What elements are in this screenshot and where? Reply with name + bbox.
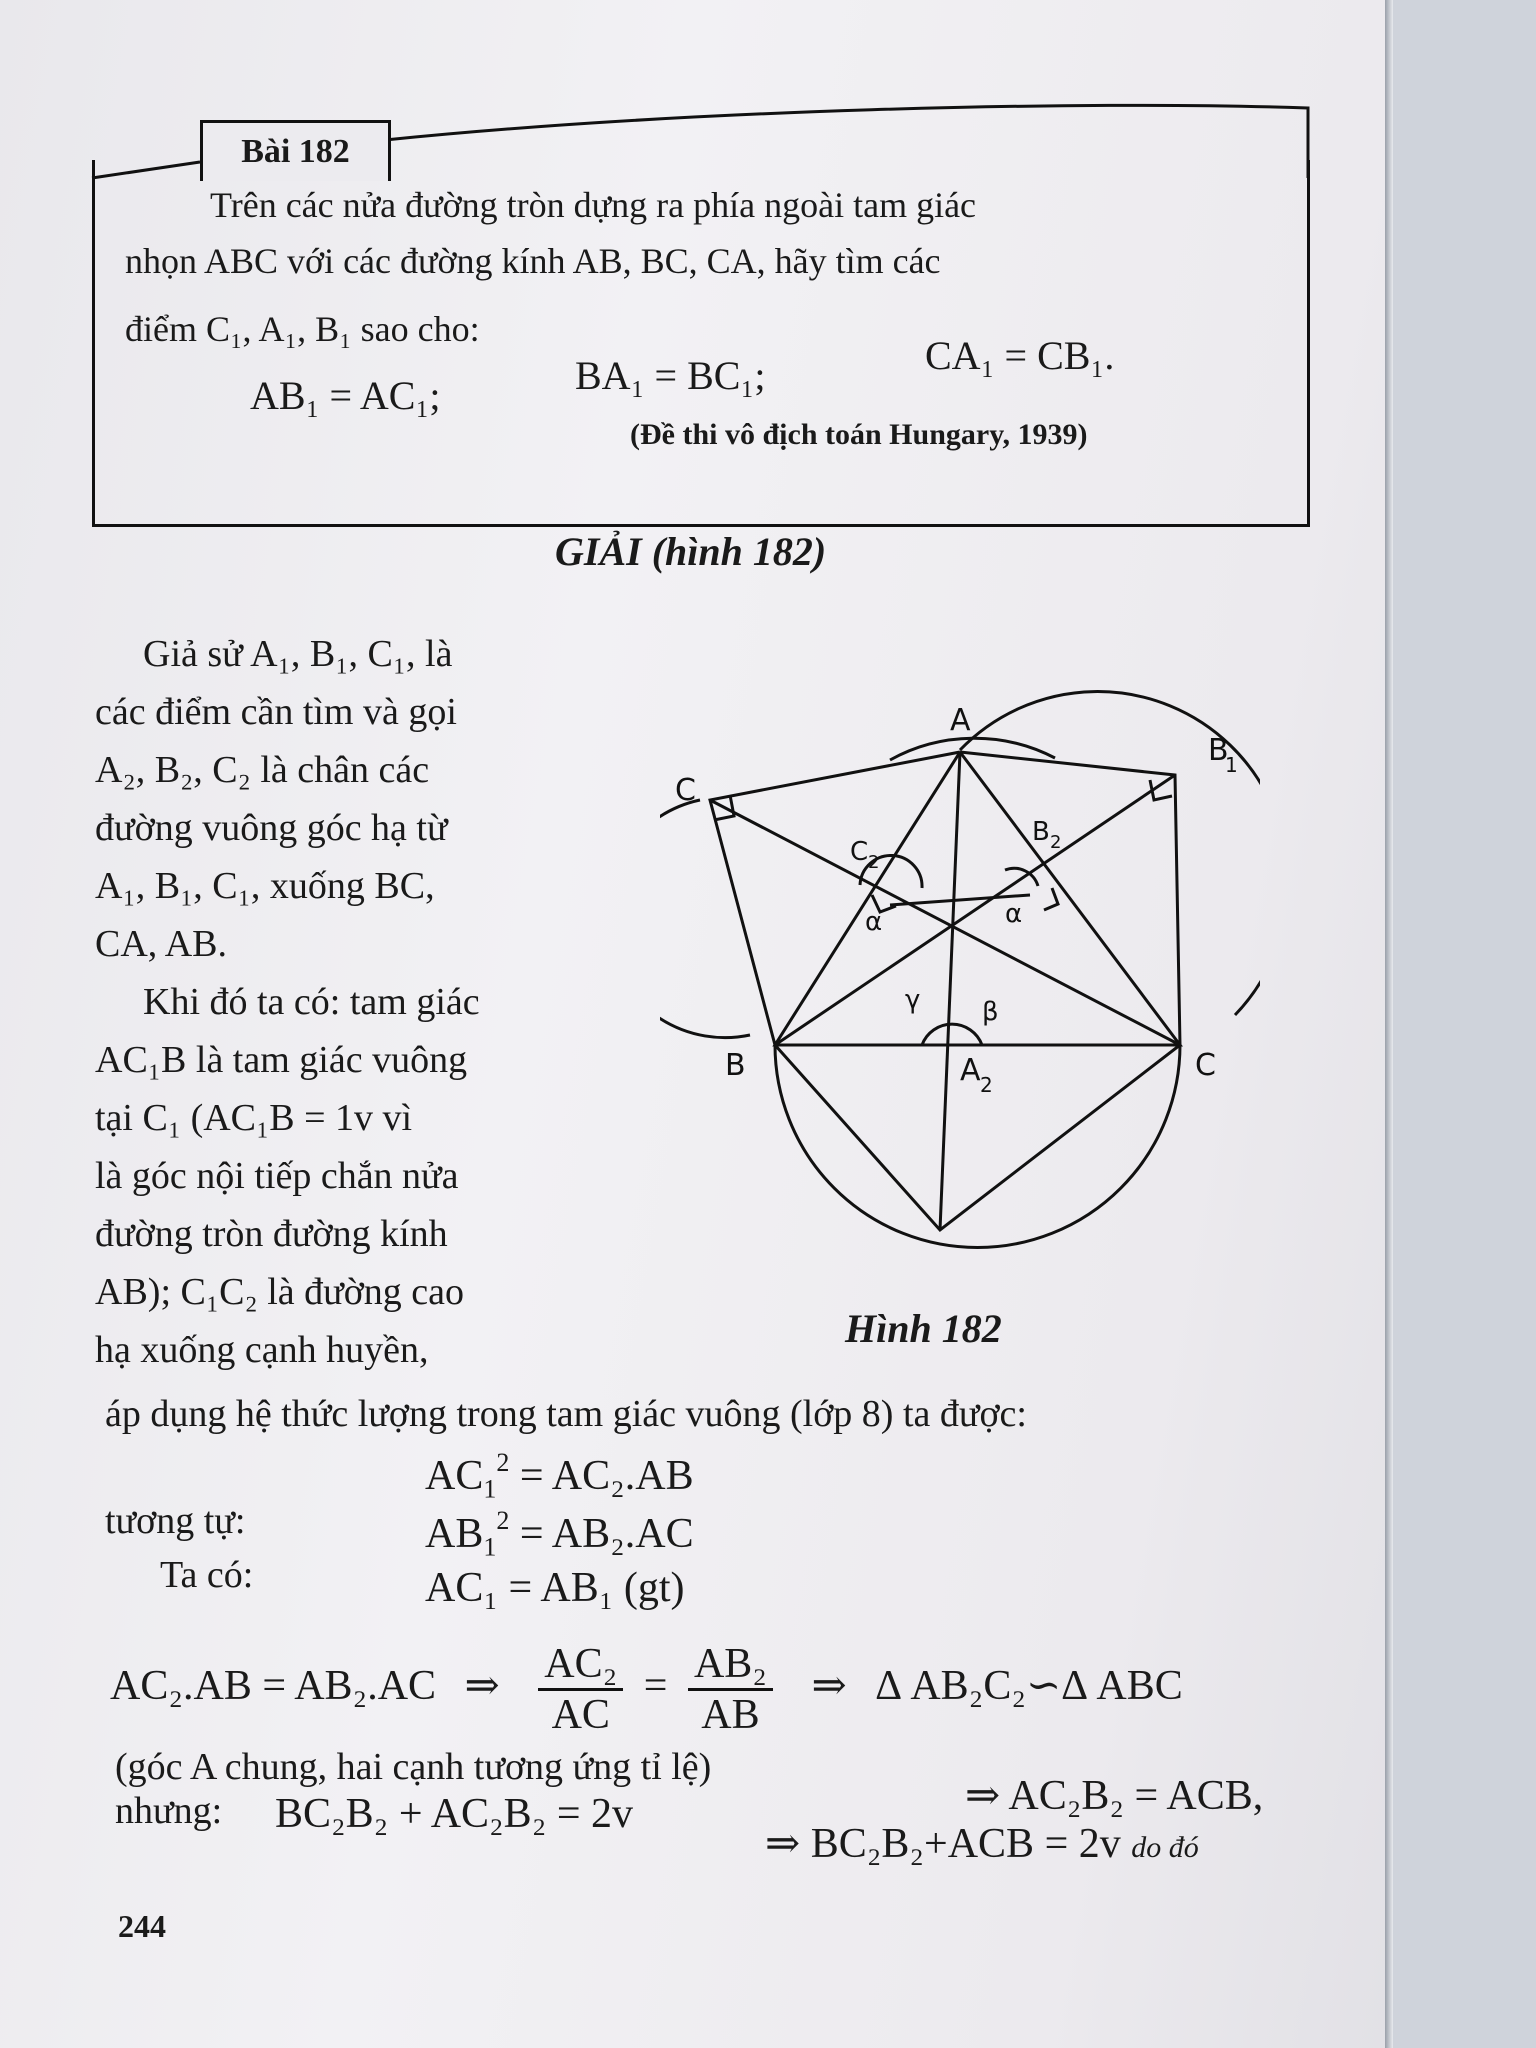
solution-line: A₁, B₁, C₁, xuống BC, [95, 865, 435, 907]
arrow-3: ⇒ [965, 1773, 1001, 1819]
problem-source: (Đề thi vô địch toán Hungary, 1939) [630, 418, 1088, 451]
label-c2: C [850, 837, 869, 867]
label-a: A [950, 703, 971, 738]
problem-eq-2: BA₁ = BC₁; [575, 353, 766, 398]
figure-182 [660, 690, 1260, 1250]
label-alpha-right: α [1005, 899, 1023, 929]
label-alpha-left: α [865, 907, 883, 937]
equals-sign: = [643, 1663, 668, 1710]
label-c: C [1195, 1048, 1216, 1083]
label-c1: C [675, 773, 696, 808]
equation-2-right: = AB₂.AC [519, 1511, 694, 1558]
problem-line-2: nhọn ABC với các đường kính AB, BC, CA, hãy tìm các [125, 241, 941, 281]
do-do: do đó [1131, 1831, 1199, 1864]
similar-statement: Δ AB₂C₂∽Δ ABC [875, 1663, 1183, 1710]
solution-line: CA, AB. [95, 923, 227, 965]
label-c2-sub: 2 [868, 852, 880, 873]
figure-caption: Hình 182 [845, 1306, 1002, 1351]
equation-2: $AB_1^2 = AB_2.AC$ [425, 1506, 694, 1562]
fraction-1-num: AC₂ [538, 1640, 623, 1691]
solution-line: đường tròn đường kính [95, 1213, 448, 1255]
equation-2-left: AB [425, 1511, 484, 1558]
equation-4-left: AC₂.AB = AB₂.AC [110, 1663, 437, 1710]
label-nhung: nhưng: [115, 1790, 223, 1832]
solution-line: Khi đó ta có: tam giác [143, 981, 480, 1023]
equation-4 [110, 1640, 1183, 1739]
fraction-2 [688, 1640, 773, 1739]
continued-line: áp dụng hệ thức lượng trong tam giác vuông (lớp 8) ta được: [105, 1393, 1027, 1435]
fraction-1-den: AC [551, 1692, 610, 1738]
label-b2: B [1032, 817, 1050, 847]
solution-line: hạ xuống cạnh huyền, [95, 1329, 429, 1371]
solution-line: A₂, B₂, C₂ là chân các [95, 749, 430, 791]
arrow-2: ⇒ [811, 1663, 847, 1710]
label-b2-sub: 2 [1050, 832, 1062, 853]
line-goc-a-chung: (góc A chung, hai cạnh tương ứng tỉ lệ) [115, 1746, 712, 1788]
label-a2-sub: 2 [980, 1073, 993, 1097]
equation-3: AC₁ = AB₁ (gt) [425, 1565, 685, 1611]
equation-1-left: AC [425, 1453, 484, 1500]
label-b1: B [1208, 733, 1229, 768]
equation-1-right: = AC₂.AB [519, 1453, 694, 1500]
goc-result [965, 1770, 1263, 1820]
label-tuong-tu: tương tự: [105, 1500, 246, 1542]
problem-tab: Bài 182 [200, 120, 391, 181]
nhung-equation: BC₂B₂ + AC₂B₂ = 2v [275, 1791, 634, 1837]
problem-eq-1: AB₁ = AC₁; [250, 373, 441, 418]
label-gamma: γ [905, 985, 921, 1015]
arrow-1: ⇒ [464, 1663, 500, 1710]
label-b1-sub: 1 [1225, 753, 1238, 777]
label-b: B [725, 1048, 746, 1083]
problem-eq-3: CA₁ = CB₁. [925, 333, 1115, 378]
fraction-1 [538, 1640, 623, 1739]
page-number: 244 [118, 1908, 166, 1944]
solution-line: các điểm cần tìm và gọi [95, 691, 457, 733]
equation-1: $AC_1^2 = AC_2.AB$ [425, 1448, 694, 1504]
fraction-2-den: AB [701, 1692, 760, 1738]
solution-line: là góc nội tiếp chắn nửa [95, 1155, 459, 1197]
problem-line-1: Trên các nửa đường tròn dựng ra phía ngoài tam giác [210, 185, 977, 225]
label-beta: β [982, 997, 999, 1027]
solution-line: Giả sử A₁, B₁, C₁, là [143, 633, 453, 675]
fraction-2-num: AB₂ [688, 1640, 773, 1691]
solution-line: AB); C₁C₂ là đường cao [95, 1271, 465, 1313]
label-a2: A [960, 1053, 981, 1088]
label-ta-co: Ta có: [160, 1554, 254, 1596]
arrow-4: ⇒ [765, 1821, 801, 1867]
final-equation-text: BC₂B₂+ACB = 2v [810, 1821, 1121, 1867]
solution-line: AC₁B là tam giác vuông [95, 1039, 468, 1081]
solution-text [95, 625, 540, 1379]
solution-heading: GIẢI (hình 182) [555, 529, 827, 574]
solution-line: đường vuông góc hạ từ [95, 807, 448, 849]
solution-line: tại C₁ (AC₁B = 1v vì [95, 1097, 413, 1139]
page-edge [1385, 0, 1393, 2048]
final-equation [765, 1818, 1199, 1868]
arc-left [660, 800, 750, 1038]
goc-result-text: AC₂B₂ = ACB, [1008, 1773, 1264, 1819]
problem-line-3: điểm C₁, A₁, B₁ sao cho: [125, 309, 480, 349]
